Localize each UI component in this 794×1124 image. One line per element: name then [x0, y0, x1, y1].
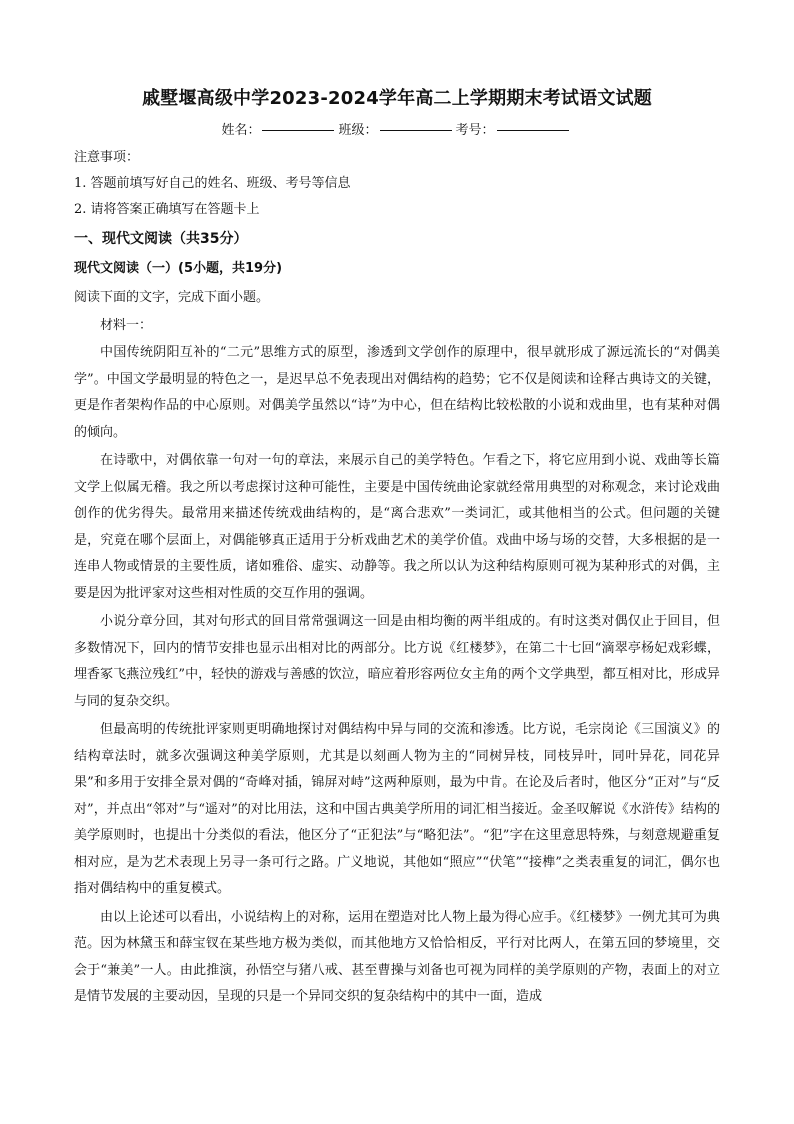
material-label: 材料一：	[100, 318, 153, 333]
class-label: 班级：	[338, 123, 378, 138]
section-title: 一、现代文阅读（共35分）	[74, 231, 248, 247]
passage-paragraph: 由以上论述可以看出，小说结构上的对称，运用在塑造对比人物上最为得心应手。《红楼梦》一例尤其可为典范。因为林黛玉和薛宝钗在某些地方极为类似，而其他地方又恰恰相反，平行对比两人，在第五回的梦境里，交会于“兼美”一人。由此推演，孙悟空与猪八戒、甚至曹操与刘备也可视为同样的美学原则的产物，表面上的对立是情节发展的主要动因，呈现的只是一个异同交织的复杂结构中的其中一面，造成	[74, 909, 720, 1004]
student-info-line	[74, 120, 720, 142]
note-item: 1. 答题前填写好自己的姓名、班级、考号等信息	[74, 176, 351, 191]
section-subtitle: 现代文阅读（一）(5小题，共19分)	[74, 261, 283, 276]
name-blank	[262, 130, 334, 131]
note-item: 2. 请将答案正确填写在答题卡上	[74, 202, 260, 217]
passage-paragraph: 小说分章分回，其对句形式的回目常常强调这一回是由相均衡的两半组成的。有时这类对偶仅止于回目，但多数情况下，回内的情节安排也显示出相对比的两部分。比方说《红楼梦》，在第二十七回“滴翠亭杨妃戏彩蝶，埋香冢飞燕泣残红”中，轻快的游戏与善感的饮泣，暗应着形容两位女主角的两个文学典型，都互相对比，形成异与同的复杂交织。	[74, 614, 720, 709]
exam-number-blank	[497, 130, 569, 131]
reading-instruction: 阅读下面的文字，完成下面小题。	[74, 290, 270, 305]
passage-paragraph: 但最高明的传统批评家则更明确地探讨对偶结构中异与同的交流和渗透。比方说，毛宗岗论《三国演义》的结构章法时，就多次强调这种美学原则，尤其是以刻画人物为主的“同树异枝，同枝异叶，同叶异花，同花异果”和多用于安排全景对偶的“奇峰对插，锦屏对峙”这两种原则，最为中肯。在论及后者时，他区分“正对”与“反对”，并点出“邻对”与“遥对”的对比用法，这和中国古典美学所用的词汇相当接近。金圣叹解说《水浒传》结构的美学原则时，也提出十分类似的看法，他区分了“正犯法”与“略犯法”。“犯”字在这里意思特殊，与刻意规避重复相对应，是为艺术表现上另寻一条可行之路。广义地说，其他如“照应”“伏笔”“接榫”之类表重复的词汇，偶尔也指对偶结构中的重复模式。	[74, 722, 720, 896]
notes-block	[74, 148, 720, 220]
passage-paragraph: 在诗歌中，对偶依靠一句对一句的章法，来展示自己的美学特色。乍看之下，将它应用到小说、戏曲等长篇文学上似属无稽。我之所以考虑探讨这种可能性，主要是中国传统曲论家就经常用典型的对称观念，来讨论戏曲创作的优劣得失。最常用来描述传统戏曲结构的，是“离合悲欢”一类词汇，或其他相当的公式。但问题的关键是，究竟在哪个层面上，对偶能够真正适用于分析戏曲艺术的美学价值。戏曲中场与场的交替，大多根据的是一连串人物或情景的主要性质，诸如雅俗、虚实、动静等。我之所以认为这种结构原则可视为某种形式的对偶，主要是因为批评家对这些相对性质的交互作用的强调。	[74, 453, 720, 601]
notes-heading: 注意事项：	[74, 150, 140, 165]
exam-title: 戚墅堰高级中学2023-2024学年高二上学期期末考试语文试题	[142, 88, 652, 109]
class-blank	[380, 130, 452, 131]
name-label: 姓名：	[221, 123, 261, 138]
passage-paragraph: 中国传统阴阳互补的“二元”思维方式的原型，渗透到文学创作的原理中，很早就形成了源远流长的“对偶美学”。中国文学最明显的特色之一，是迟早总不免表现出对偶结构的趋势；它不仅是阅读和诠释古典诗文的关键，更是作者架构作品的中心原则。对偶美学虽然以“诗”为中心，但在结构比较松散的小说和戏曲里，也有某种对偶的倾向。	[74, 345, 720, 440]
exam-number-label: 考号：	[455, 123, 495, 138]
